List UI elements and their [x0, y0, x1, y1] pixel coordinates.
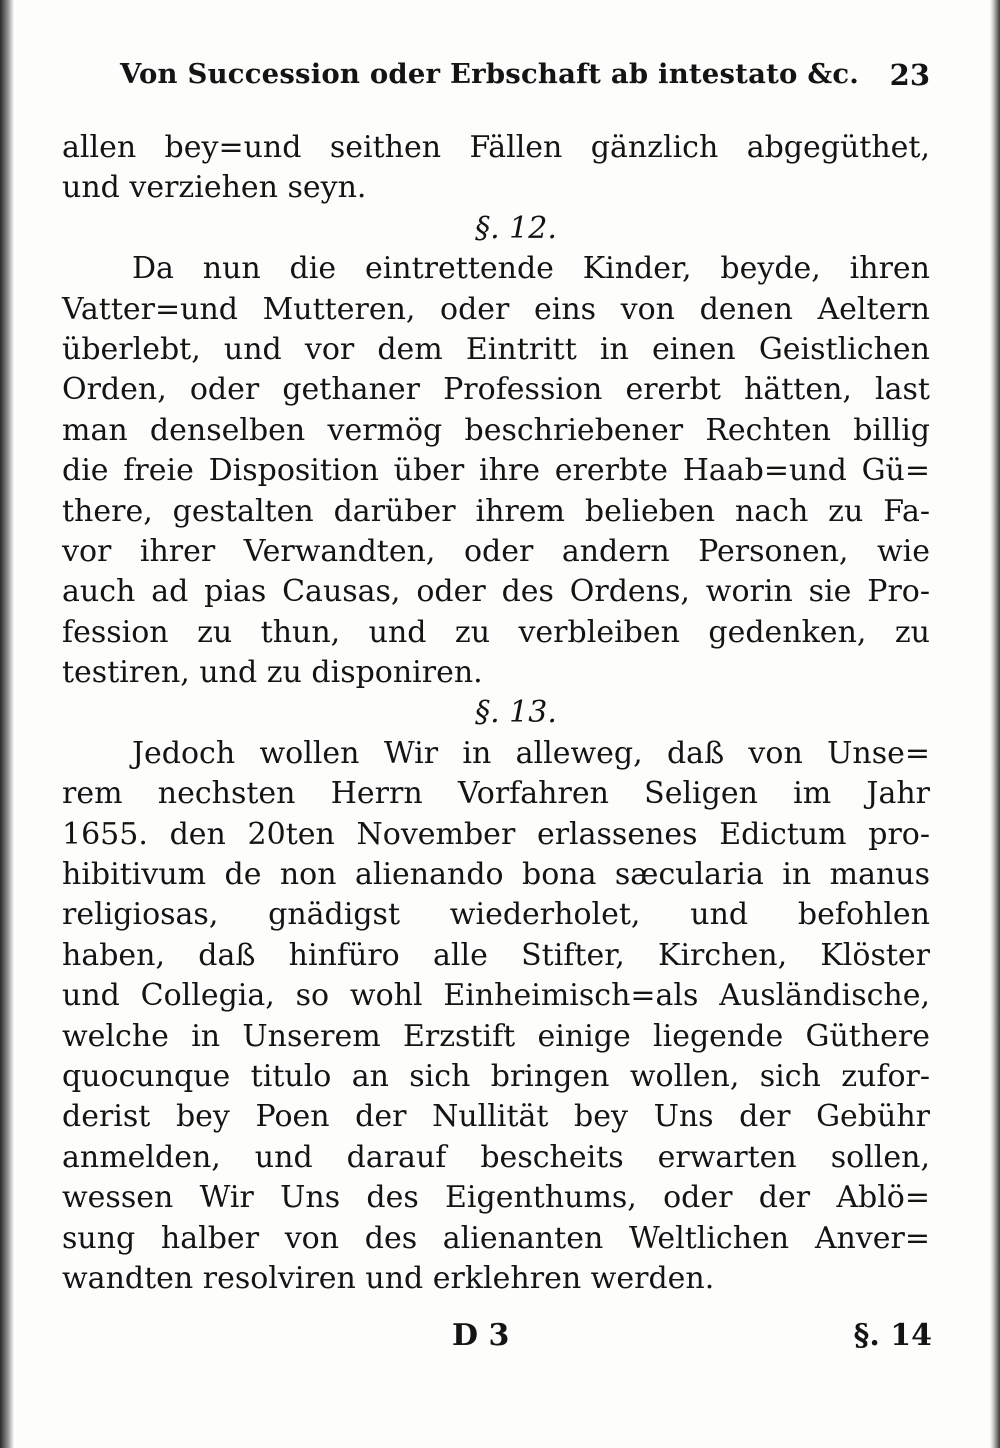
page-footer: [452, 1318, 932, 1368]
text-line: auch ad pias Causas, oder des Ordens, worin sie Pro-: [62, 574, 930, 610]
text-line: wessen Wir Uns des Eigenthums, oder der Ablö=: [62, 1180, 930, 1216]
page-header: [120, 58, 930, 98]
text-line: die freie Disposition über ihre ererbte Haab=und Gü=: [62, 453, 930, 489]
text-line: allen bey=und seithen Fällen gänzlich abgegüthet,: [62, 130, 930, 165]
text-line: anmelden, und darauf bescheits erwarten sollen,: [62, 1139, 930, 1175]
text-line: quocunque titulo an sich bringen wollen, sich zufor-: [62, 1058, 930, 1094]
text-line: 1655. den 20ten November erlassenes Edictum pro-: [62, 816, 930, 852]
text-line: und Collegia, so wohl Einheimisch=als Ausländische,: [62, 978, 930, 1014]
page-edge-right: [990, 0, 1000, 1448]
page-number: 23: [889, 58, 930, 92]
text-line: rem nechsten Herrn Vorfahren Seligen im Jahr: [62, 776, 930, 812]
text-line: hibitivum de non alienando bona sæcularia in manus: [62, 857, 930, 893]
body-text: [62, 128, 930, 1299]
running-title: Von Succession oder Erbschaft ab intestato &c.: [120, 58, 860, 90]
section-heading-13: §. 13.: [475, 695, 557, 731]
catchword: §. 14: [853, 1318, 932, 1353]
section-heading-12: §. 12.: [475, 210, 557, 246]
text-line: Da nun die eintrettende Kinder, beyde, ihren: [132, 251, 930, 287]
signature-mark: D 3: [452, 1318, 510, 1353]
text-line: und verziehen seyn.: [62, 170, 367, 206]
text-line: sung halber von des alienanten Weltlichen Anver=: [62, 1220, 930, 1256]
text-line: Jedoch wollen Wir in alleweg, daß von Unse=: [132, 735, 930, 771]
text-line: there, gestalten darüber ihrem belieben nach zu Fa-: [62, 493, 930, 529]
text-line: Orden, oder gethaner Profession ererbt hätten, last: [62, 372, 930, 408]
text-line: derist bey Poen der Nullität bey Uns der Gebühr: [62, 1099, 930, 1135]
text-line: vor ihrer Verwandten, oder andern Personen, wie: [62, 533, 930, 569]
text-line: man denselben vermög beschriebener Rechten billig: [62, 412, 930, 448]
text-line: überlebt, und vor dem Eintritt in einen Geistlichen: [62, 331, 930, 367]
text-line: haben, daß hinfüro alle Stifter, Kirchen, Klöster: [62, 937, 930, 973]
text-line: testiren, und zu disponiren.: [62, 655, 483, 691]
text-line: wandten resolviren und erklehren werden.: [62, 1260, 715, 1296]
text-line: Vatter=und Mutteren, oder eins von denen Aeltern: [62, 291, 930, 327]
text-line: fession zu thun, und zu verbleiben gedenken, zu: [62, 614, 930, 650]
page-edge-left: [0, 0, 14, 1448]
text-line: welche in Unserem Erzstift einige liegende Güthere: [62, 1018, 930, 1054]
text-line: religiosas, gnädigst wiederholet, und befohlen: [62, 897, 930, 933]
